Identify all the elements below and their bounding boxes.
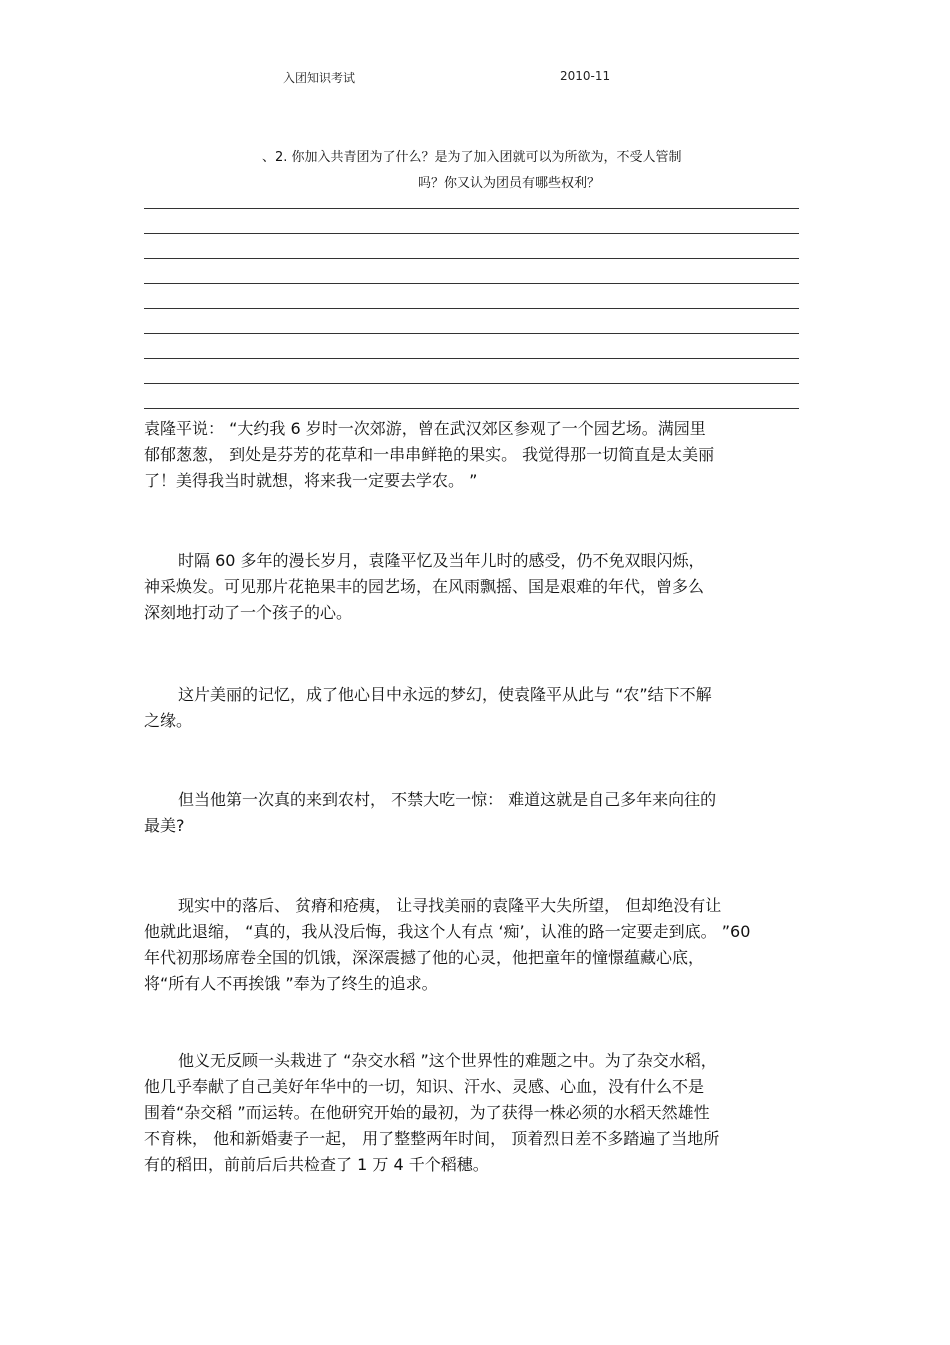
answer-line [144, 309, 799, 334]
text-line: 他义无反顾一头栽进了 “杂交水稻 ”这个世界性的难题之中。为了杂交水稻， [178, 1051, 717, 1070]
text-line: 之缘。 [144, 711, 193, 730]
text-line: 深刻地打动了一个孩子的心。 [144, 603, 353, 622]
answer-line [144, 209, 799, 234]
question-line-1: 、2. 你加入共青团为了什么？是为了加入团就可以为所欲为，不受人管制 [262, 150, 682, 165]
text-line: 有的稻田，前前后后共检查了 1 万 4 千个稻穗。 [144, 1155, 489, 1174]
text-line: 这片美丽的记忆，成了他心目中永远的梦幻，使袁隆平从此与 “农”结下不解 [178, 685, 712, 704]
text-line: 围着“杂交稻 ”而运转。在他研究开始的最初，为了获得一株必须的水稻天然雄性 [144, 1103, 710, 1122]
text-line: 他就此退缩， “真的，我从没后悔，我这个人有点 ‘痴’，认准的路一定要走到底。 ”60 [144, 922, 751, 941]
paragraph-3 [144, 682, 824, 734]
answer-line [144, 334, 799, 359]
paragraph-4 [144, 787, 824, 839]
answer-line [144, 259, 799, 284]
answer-line [144, 384, 799, 409]
text-line: 将“所有人不再挨饿 ”奉为了终生的追求。 [144, 974, 438, 993]
text-line: 袁隆平说： “大约我 6 岁时一次郊游，曾在武汉郊区参观了一个园艺场。满园里 [144, 419, 706, 438]
paragraph-5 [144, 893, 824, 997]
text-line: 年代初那场席卷全国的饥饿，深深震撼了他的心灵，他把童年的憧憬蕴藏心底， [144, 948, 705, 967]
text-line: 不育株， 他和新婚妻子一起， 用了整整两年时间， 顶着烈日差不多踏遍了当地所 [144, 1129, 720, 1148]
paragraph-2 [144, 548, 824, 626]
header-date: 2010-11 [560, 69, 611, 83]
question-line-2: 吗？你又认为团员有哪些权利？ [418, 176, 601, 191]
text-line: 现实中的落后、 贫瘠和疮痍， 让寻找美丽的袁隆平大失所望， 但却绝没有让 [178, 896, 722, 915]
paragraph-1 [144, 416, 824, 494]
text-line: 但当他第一次真的来到农村， 不禁大吃一惊： 难道这就是自己多年来向往的 [178, 790, 717, 809]
answer-line [144, 359, 799, 384]
text-line: 郁郁葱葱， 到处是芬芳的花草和一串串鲜艳的果实。 我觉得那一切简直是太美丽 [144, 445, 715, 464]
answer-line [144, 284, 799, 309]
text-line: 了！美得我当时就想，将来我一定要去学农。 ” [144, 471, 478, 490]
text-line: 最美? [144, 816, 185, 835]
answer-lines [144, 208, 799, 409]
text-line: 他几乎奉献了自己美好年华中的一切，知识、汗水、灵感、心血，没有什么不是 [144, 1077, 705, 1096]
header-title: 入团知识考试 [283, 71, 356, 85]
text-line: 神采焕发。可见那片花艳果丰的园艺场，在风雨飘摇、国是艰难的年代，曾多么 [144, 577, 705, 596]
answer-line [144, 234, 799, 259]
text-line: 时隔 60 多年的漫长岁月，袁隆平忆及当年儿时的感受，仍不免双眼闪烁， [178, 551, 705, 570]
paragraph-6 [144, 1048, 824, 1178]
